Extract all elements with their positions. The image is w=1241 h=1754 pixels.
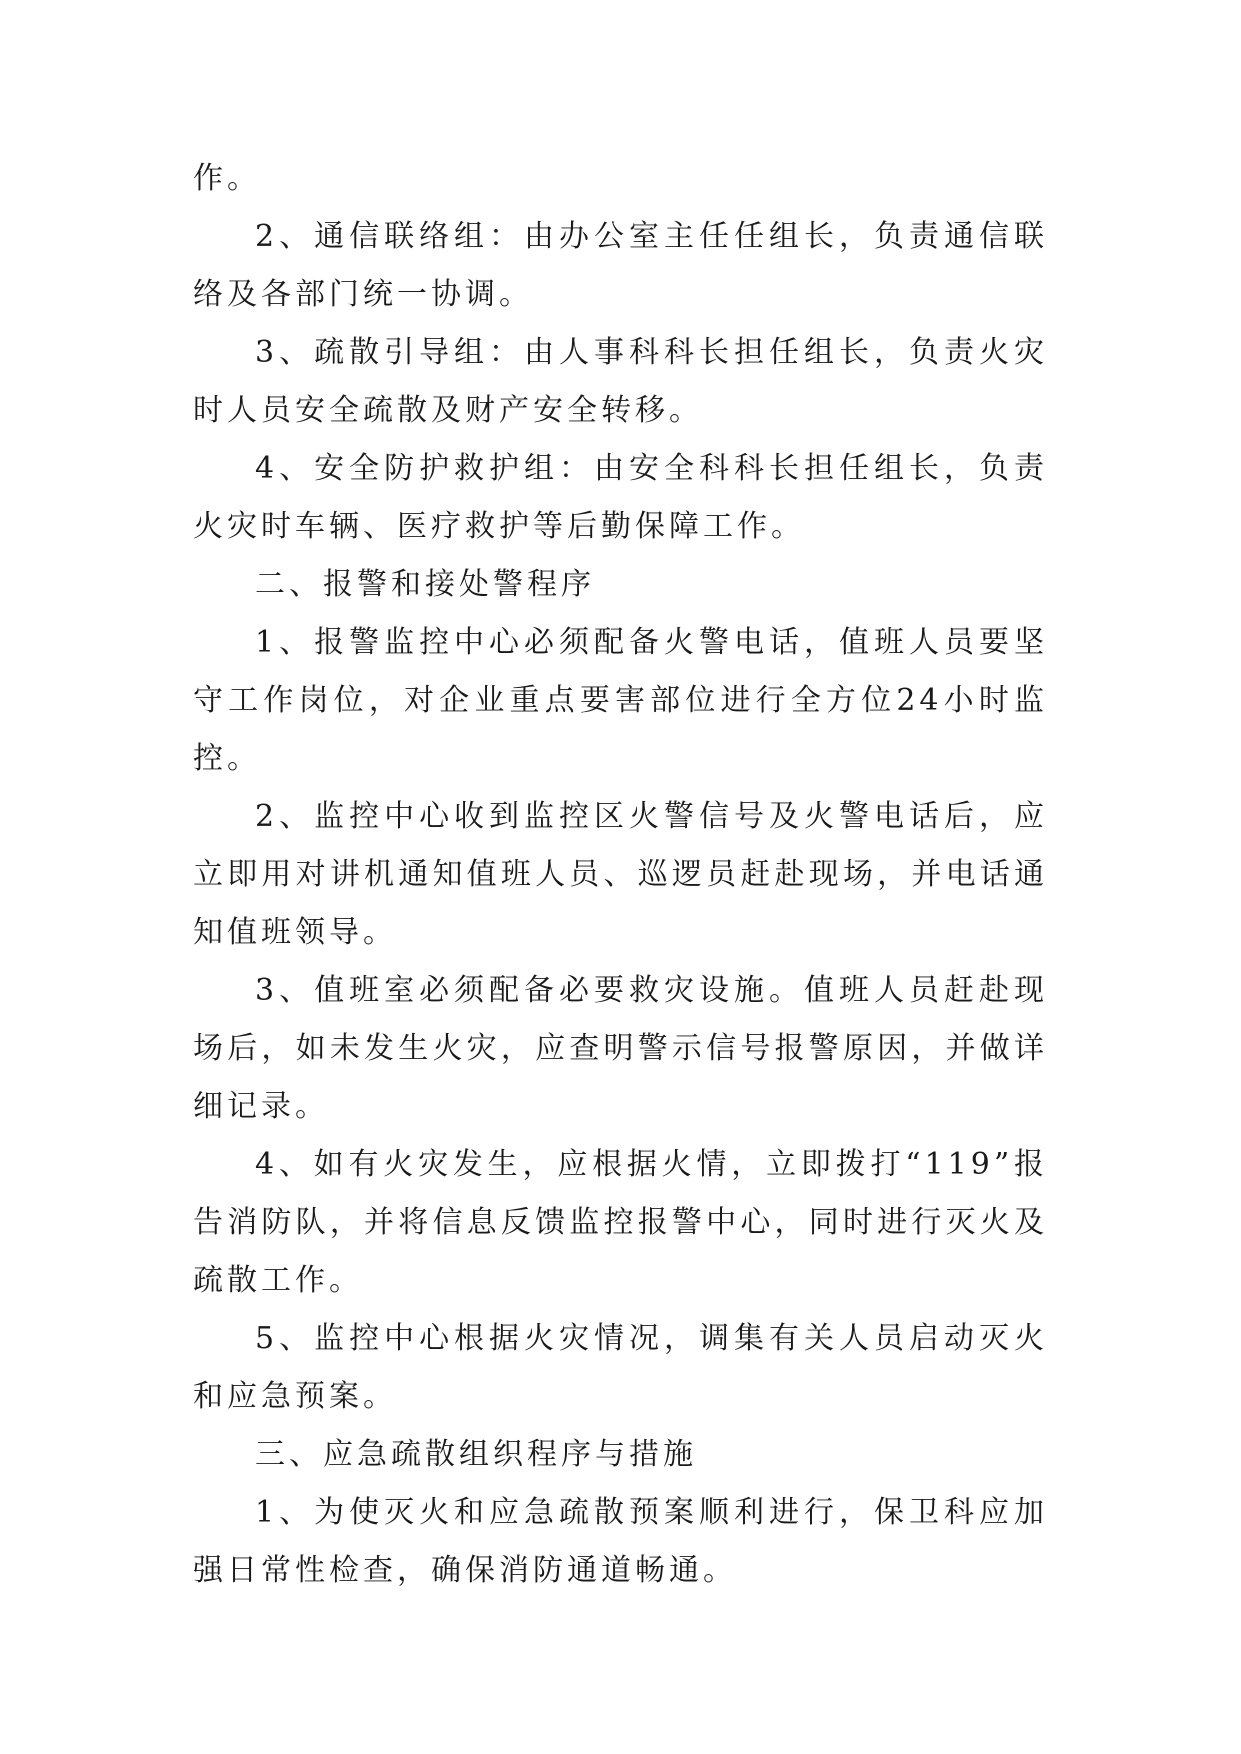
paragraph-continuation: 作。	[193, 161, 261, 196]
paragraph-alarm-item-4: 4、如有火灾发生，应根据火情，立即拨打“119”报告消防队，并将信息反馈监控报警中心，同时进行灭火及疏散工作。	[193, 1147, 1048, 1298]
paragraph-alarm-item-3: 3、值班室必须配备必要救灾设施。值班人员赶赴现场后，如未发生火灾，应查明警示信号报警原因，并做详细记录。	[193, 973, 1048, 1124]
paragraph-communication-group: 2、通信联络组：由办公室主任任组长，负责通信联络及各部门统一协调。	[193, 219, 1048, 312]
paragraph-evacuation-item-1: 1、为使灭火和应急疏散预案顺利进行，保卫科应加强日常性检查，确保消防通道畅通。	[193, 1495, 1048, 1588]
section-heading-evacuation-procedure: 三、应急疏散组织程序与措施	[255, 1437, 697, 1472]
paragraph-safety-rescue-group: 4、安全防护救护组：由安全科科长担任组长，负责火灾时车辆、医疗救护等后勤保障工作。	[193, 451, 1048, 544]
section-heading-alarm-procedure: 二、报警和接处警程序	[255, 567, 595, 602]
paragraph-alarm-item-5: 5、监控中心根据火灾情况，调集有关人员启动灭火和应急预案。	[193, 1321, 1048, 1414]
paragraph-alarm-item-2: 2、监控中心收到监控区火警信号及火警电话后，应立即用对讲机通知值班人员、巡逻员赶赴现场，并电话通知值班领导。	[193, 799, 1048, 950]
paragraph-alarm-item-1: 1、报警监控中心必须配备火警电话，值班人员要坚守工作岗位，对企业重点要害部位进行全方位24小时监控。	[193, 625, 1048, 776]
document-page	[193, 150, 1048, 1600]
paragraph-evacuation-group: 3、疏散引导组：由人事科科长担任组长，负责火灾时人员安全疏散及财产安全转移。	[193, 335, 1048, 428]
